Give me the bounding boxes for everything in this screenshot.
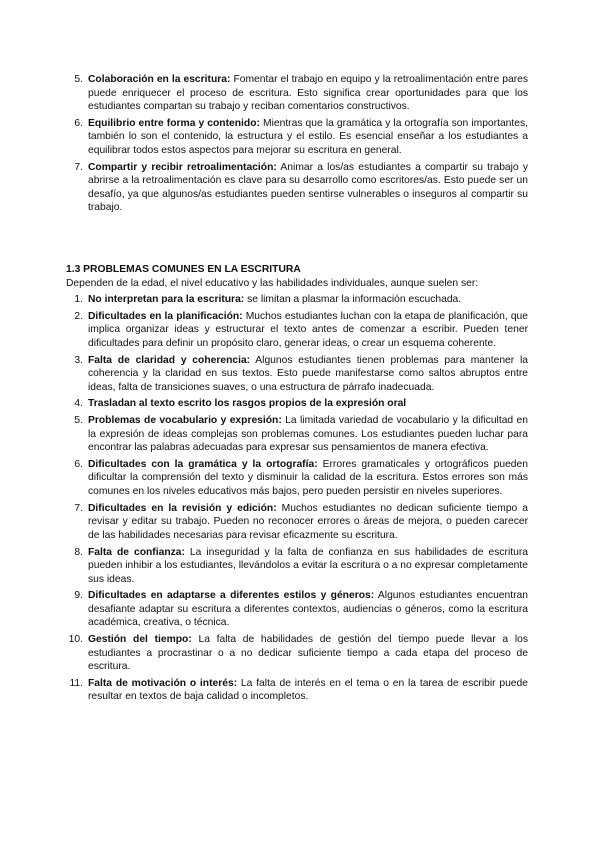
- list-item: [74, 293, 528, 307]
- item-text: La inseguridad y la falta de confianza en sus habilidades de escritura pueden inhibir a los estudiantes, llevándolos a evitar la escritura o a no expresar completamente sus ideas.: [88, 546, 528, 585]
- item-text: Algunos estudiantes tienen problemas para mantener la coherencia y la claridad en sus textos. Esto puede manifestarse como saltos abruptos entre ideas, falta de transiciones suaves, o una estructura de párrafo inadecuada.: [88, 354, 528, 393]
- item-lead: Falta de claridad y coherencia:: [88, 354, 251, 366]
- list-item: [74, 354, 528, 395]
- item-number: 4.: [74, 398, 83, 410]
- item-text: Fomentar el trabajo en equipo y la retroalimentación entre pares puede enriquecer el proceso de escritura. Esto significa crear oportunidades para que los estudiantes compartan su trabajo y reciban comentarios constructivos.: [88, 74, 528, 112]
- item-lead: Dificultades en la planificación:: [88, 310, 243, 322]
- item-text: Algunos estudiantes encuentran desafiante adaptar su escritura a diferentes contextos, audiencias o géneros, como la escritura académica, creativa, o técnica.: [88, 590, 528, 629]
- list-item: [74, 161, 528, 215]
- item-text: La falta de habilidades de gestión del tiempo puede llevar a los estudiantes a procrastinar o a no dedicar suficiente tiempo a cada etapa del proceso de escritura.: [88, 634, 528, 673]
- item-number: 5.: [74, 74, 83, 85]
- item-number: 6.: [74, 458, 83, 470]
- section-intro: Dependen de la edad, el nivel educativo y las habilidades individuales, aunque suelen ser:: [66, 278, 479, 289]
- item-text: La limitada variedad de vocabulario y la dificultad en la expresión de ideas complejas son problemas comunes. Los estudiantes pueden luchar para encontrar las palabras adecuadas para expresar sus pensamientos de manera efectiva.: [88, 415, 528, 454]
- list-item: [74, 458, 528, 499]
- list-item: [74, 589, 528, 630]
- item-number: 8.: [74, 546, 83, 558]
- item-number: 7.: [74, 161, 83, 173]
- section-heading: 1.3 PROBLEMAS COMUNES EN LA ESCRITURA: [66, 264, 301, 275]
- item-number: 9.: [74, 590, 83, 602]
- item-lead: Falta de motivación o interés:: [88, 677, 238, 689]
- item-text: Animar a los/as estudiantes a compartir su trabajo y abrirse a la retroalimentación es clave para su desarrollo como escritores/as. Esto puede ser un desafío, ya que algunos/as estudiantes pueden sentirse vulnerables o inseguros al compartir su trabajo.: [88, 161, 528, 214]
- item-lead: Gestión del tiempo:: [88, 634, 192, 646]
- item-lead: Dificultades con la gramática y la ortografía:: [88, 458, 318, 470]
- list-item: [74, 397, 528, 411]
- list-item: [74, 546, 528, 587]
- item-number: 5.: [74, 415, 83, 427]
- item-number: 1.: [74, 294, 83, 305]
- item-number: 10.: [68, 634, 83, 646]
- item-text: Muchos estudiantes no dedican suficiente tiempo a revisar y editar su trabajo. Pueden no reconocer errores o áreas de mejora, o pueden carecer de las habilidades necesarias para revisar eficazmente su escritura.: [88, 502, 528, 541]
- item-lead: Compartir y recibir retroalimentación:: [88, 161, 277, 173]
- item-lead: Colaboración en la escritura:: [88, 74, 231, 85]
- item-text: Errores gramaticales y ortográficos pueden dificultar la comprensión del texto y disminuir la calidad de la escritura. Estos errores son más comunes en los niveles educativos más bajos, pero pueden persistir en niveles superiores.: [88, 458, 528, 497]
- item-lead: Dificultades en adaptarse a diferentes estilos y géneros:: [88, 590, 375, 602]
- item-number: 6.: [74, 117, 83, 129]
- item-lead: Equilibrio entre forma y contenido:: [88, 117, 260, 129]
- list-item: [69, 677, 528, 704]
- item-lead: Dificultades en la revisión y edición:: [88, 502, 277, 514]
- list-item: [68, 633, 528, 674]
- list-item: [74, 117, 528, 158]
- item-text: La falta de interés en el tema o en la tarea de escribir puede resultar en textos de baja calidad o incompletos.: [88, 677, 528, 703]
- problems-list: [68, 293, 529, 707]
- list-item: [74, 502, 528, 543]
- list-item: [74, 310, 529, 351]
- list-item: [74, 73, 528, 114]
- item-text: Mientras que la gramática y la ortografía son importantes, también lo son el contenido, la estructura y el estilo. Es esencial enseñar a los estudiantes a equilibrar todos estos aspectos para mejorar su escritura en general.: [88, 117, 528, 156]
- item-number: 7.: [74, 502, 83, 514]
- list-item: [74, 414, 528, 455]
- item-text: Muchos estudiantes luchan con la etapa de planificación, que implica organizar ideas y estructurar el texto antes de comenzar a escribir. Pueden tener dificultades para definir un propósito claro, generar ideas, o crear un esquema coherente.: [88, 310, 529, 349]
- item-lead: No interpretan para la escritura:: [88, 294, 245, 305]
- item-lead: Problemas de vocabulario y expresión:: [88, 415, 282, 427]
- principles-list: [74, 73, 528, 218]
- item-number: 2.: [74, 310, 83, 322]
- item-number: 3.: [74, 354, 83, 366]
- item-number: 11.: [69, 677, 83, 689]
- item-lead: Trasladan al texto escrito los rasgos propios de la expresión oral: [88, 398, 407, 410]
- item-text: se limitan a plasmar la información escuchada.: [244, 294, 462, 305]
- item-lead: Falta de confianza:: [88, 546, 185, 558]
